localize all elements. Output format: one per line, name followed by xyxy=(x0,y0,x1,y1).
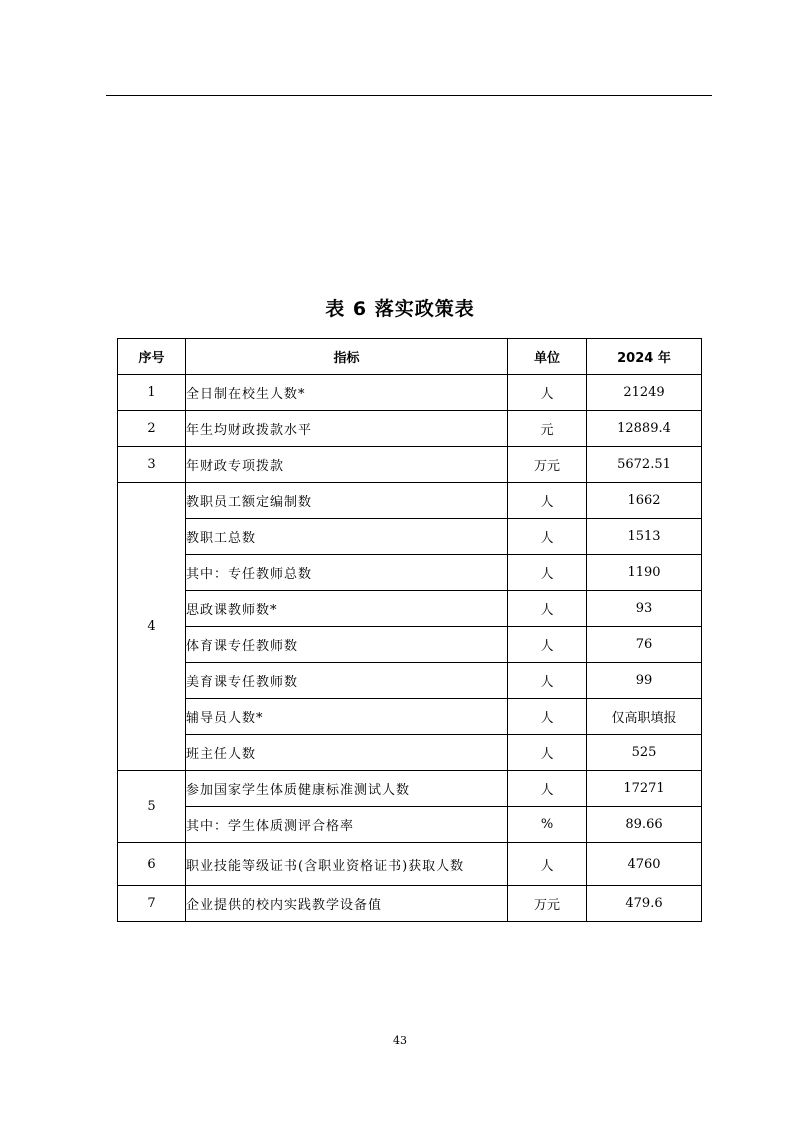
unit-cell: % xyxy=(508,807,587,843)
indicator-cell: 美育课专任教师数 xyxy=(186,663,508,699)
seq-cell: 1 xyxy=(118,375,186,411)
value-cell: 1190 xyxy=(587,555,702,591)
table-row xyxy=(118,886,702,922)
unit-cell: 人 xyxy=(508,591,587,627)
header-unit: 单位 xyxy=(508,339,587,375)
seq-cell: 4 xyxy=(118,483,186,771)
value-cell: 89.66 xyxy=(587,807,702,843)
unit-cell: 人 xyxy=(508,375,587,411)
header-rule xyxy=(106,95,712,96)
header-year: 2024 年 xyxy=(587,339,702,375)
value-cell: 17271 xyxy=(587,771,702,807)
value-cell: 21249 xyxy=(587,375,702,411)
table-row xyxy=(118,771,702,807)
seq-cell: 2 xyxy=(118,411,186,447)
table-row xyxy=(118,699,702,735)
table-row xyxy=(118,519,702,555)
table-row xyxy=(118,807,702,843)
unit-cell: 人 xyxy=(508,627,587,663)
indicator-cell: 教职员工额定编制数 xyxy=(186,483,508,519)
value-cell: 525 xyxy=(587,735,702,771)
indicator-cell: 思政课教师数* xyxy=(186,591,508,627)
value-cell: 5672.51 xyxy=(587,447,702,483)
unit-cell: 人 xyxy=(508,699,587,735)
table-header-row xyxy=(118,339,702,375)
table-row xyxy=(118,375,702,411)
page-number: 43 xyxy=(393,1034,407,1047)
table-row xyxy=(118,843,702,886)
unit-cell: 万元 xyxy=(508,447,587,483)
indicator-cell: 年财政专项拨款 xyxy=(186,447,508,483)
table-title: 表 6 落实政策表 xyxy=(325,298,475,320)
indicator-cell: 体育课专任教师数 xyxy=(186,627,508,663)
unit-cell: 人 xyxy=(508,843,587,886)
header-seq: 序号 xyxy=(118,339,186,375)
value-cell: 479.6 xyxy=(587,886,702,922)
value-cell: 93 xyxy=(587,591,702,627)
seq-cell: 6 xyxy=(118,843,186,886)
value-cell: 99 xyxy=(587,663,702,699)
seq-cell: 5 xyxy=(118,771,186,843)
table-row xyxy=(118,663,702,699)
unit-cell: 万元 xyxy=(508,886,587,922)
table-row xyxy=(118,627,702,663)
indicator-cell: 辅导员人数* xyxy=(186,699,508,735)
table-row xyxy=(118,411,702,447)
indicator-cell: 班主任人数 xyxy=(186,735,508,771)
value-cell: 1662 xyxy=(587,483,702,519)
seq-cell: 3 xyxy=(118,447,186,483)
value-cell: 76 xyxy=(587,627,702,663)
value-cell: 仅高职填报 xyxy=(587,699,702,735)
policy-table xyxy=(117,338,702,922)
value-cell: 12889.4 xyxy=(587,411,702,447)
indicator-cell: 教职工总数 xyxy=(186,519,508,555)
unit-cell: 人 xyxy=(508,555,587,591)
unit-cell: 人 xyxy=(508,735,587,771)
indicator-cell: 其中：专任教师总数 xyxy=(186,555,508,591)
unit-cell: 人 xyxy=(508,483,587,519)
table-row xyxy=(118,735,702,771)
table-row xyxy=(118,591,702,627)
unit-cell: 人 xyxy=(508,663,587,699)
value-cell: 1513 xyxy=(587,519,702,555)
indicator-cell: 全日制在校生人数* xyxy=(186,375,508,411)
indicator-cell: 职业技能等级证书(含职业资格证书)获取人数 xyxy=(186,843,508,886)
seq-cell: 7 xyxy=(118,886,186,922)
indicator-cell: 参加国家学生体质健康标准测试人数 xyxy=(186,771,508,807)
unit-cell: 元 xyxy=(508,411,587,447)
value-cell: 4760 xyxy=(587,843,702,886)
indicator-cell: 年生均财政拨款水平 xyxy=(186,411,508,447)
table-row xyxy=(118,483,702,519)
table-row xyxy=(118,555,702,591)
table-row xyxy=(118,447,702,483)
indicator-cell: 企业提供的校内实践教学设备值 xyxy=(186,886,508,922)
unit-cell: 人 xyxy=(508,771,587,807)
indicator-cell: 其中：学生体质测评合格率 xyxy=(186,807,508,843)
header-indicator: 指标 xyxy=(186,339,508,375)
unit-cell: 人 xyxy=(508,519,587,555)
